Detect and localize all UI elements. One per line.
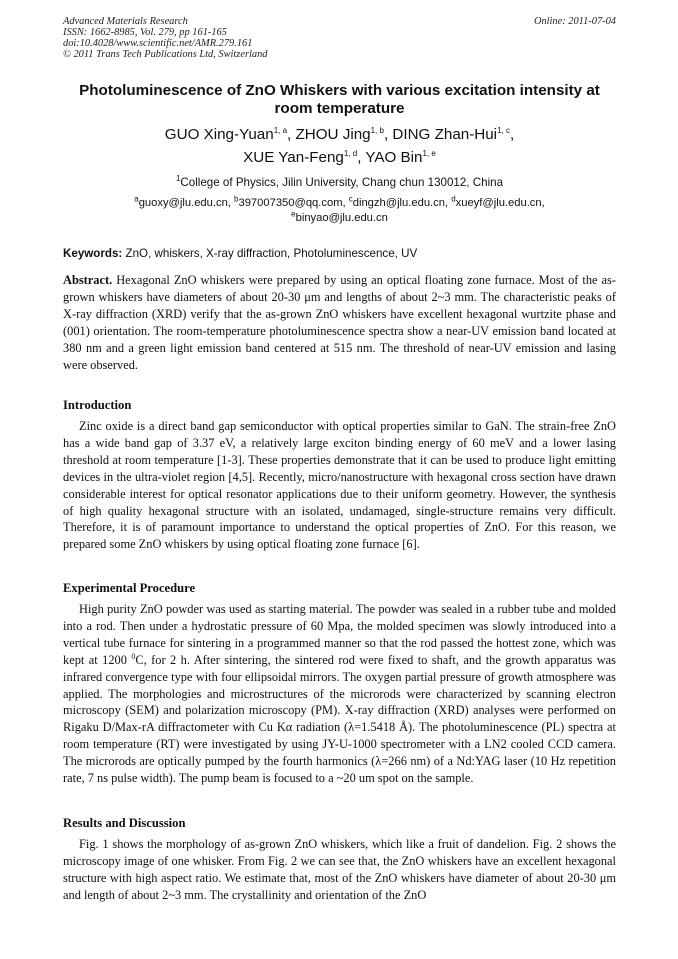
journal-name: Advanced Materials Research bbox=[63, 16, 188, 27]
author-name: GUO Xing-Yuan bbox=[164, 126, 274, 143]
author-affil-mark: 1, e bbox=[422, 148, 436, 158]
author-affil-mark: 1, c bbox=[497, 125, 510, 135]
author-affil-mark: 1, d bbox=[343, 148, 358, 158]
section-experimental bbox=[63, 580, 616, 787]
section-heading: Results and Discussion bbox=[63, 816, 186, 830]
abstract bbox=[63, 272, 616, 373]
section-introduction bbox=[63, 397, 616, 553]
section-heading: Introduction bbox=[63, 398, 132, 412]
author-affil-mark: 1, b bbox=[370, 125, 384, 135]
email-line-2 bbox=[63, 211, 616, 226]
journal-header bbox=[63, 16, 616, 60]
affiliation-text: College of Physics, Jilin University, Chang chun 130012, China bbox=[180, 176, 504, 189]
temperature-superscript: 0 bbox=[131, 651, 136, 661]
author-emails bbox=[63, 196, 616, 226]
paragraph-text: High purity ZnO powder was used as starting material. The powder was sealed in a rubber tube and molded into a rod. Then under a hydrostatic pressure of 60 Mpa, the molded specimen was slowly introduced into a vertical tube furnace for sintering in a programmed manner so that the rod passed the hottest zone, which was kept at 1200 bbox=[63, 602, 616, 667]
author-name: DING Zhan-Hui bbox=[392, 126, 498, 143]
author-line-2: XUE Yan-Feng$^{1, d}$, YAO Bin$^{1, e}$ bbox=[243, 148, 436, 166]
copyright-line: © 2011 Trans Tech Publications Ltd, Switzerland bbox=[63, 49, 268, 60]
author-list bbox=[63, 123, 616, 169]
issn-line: ISSN: 1662-8985, Vol. 279, pp 161-165 bbox=[63, 27, 227, 38]
email-mark: a bbox=[134, 194, 139, 204]
email-link[interactable]: xueyf@jlu.edu.cn, bbox=[455, 197, 545, 209]
section-paragraph: Zinc oxide is a direct band gap semiconductor with optical properties similar to GaN. The strain-free ZnO has a wide band gap of 3.37 eV, a relatively large exciton binding energy of 60 meV and a lower lasing threshold at room temperature [1-3]. These properties demonstrate that it can be used to produce light emitting devices in the ultra-violet region [4,5]. Recently, micro/nanostructure with hexagonal cross section have drawn considerable interest for optical resonator applications due to their uniform geometry. However, the synthesis of high quality hexagonal structure with an isolated, undamaged, single-structure remains very difficult. Therefore, it is of paramount importance to understand the optical properties of ZnO. For this reason, we prepared some ZnO whiskers by using optical floating zone furnace [6]. bbox=[63, 419, 616, 552]
email-mark: d bbox=[451, 194, 456, 204]
keywords-label: Keywords: bbox=[63, 247, 123, 260]
abstract-text: Hexagonal ZnO whiskers were prepared by using an optical floating zone furnace. Most of the as-grown whiskers have diameters of about 20-30 μm and lengths of about 2~3 mm. The characteristic peaks of X-ray diffraction (XRD) verify that the as-grown ZnO whiskers have excellent hexagonal wurtzite phase and (001) orientation. The room-temperature photoluminescence spectra show a near-UV emission band located at 380 nm and a green light emission band centered at 515 nm. The threshold of near-UV emission and lasing were observed. bbox=[63, 273, 616, 372]
section-heading: Experimental Procedure bbox=[63, 581, 196, 595]
email-link[interactable]: 397007350@qq.com, bbox=[238, 197, 346, 209]
keywords-text: ZnO, whiskers, X-ray diffraction, Photoluminescence, UV bbox=[125, 247, 418, 260]
section-paragraph bbox=[63, 601, 616, 787]
doi-line[interactable]: doi:10.4028/www.scientific.net/AMR.279.161 bbox=[63, 38, 253, 49]
online-date: Online: 2011-07-04 bbox=[533, 16, 616, 27]
affiliation bbox=[63, 175, 616, 190]
email-link[interactable]: binyao@jlu.edu.cn bbox=[295, 212, 388, 224]
author-name: ZHOU Jing bbox=[295, 126, 371, 143]
author-name: XUE Yan-Feng bbox=[243, 149, 344, 166]
keywords bbox=[63, 246, 616, 261]
paper-title: Photoluminescence of ZnO Whiskers with various excitation intensity at room temperature bbox=[79, 82, 600, 117]
author-name: YAO Bin bbox=[365, 149, 423, 166]
email-mark: e bbox=[291, 209, 296, 219]
author-line-1: GUO Xing-Yuan$^{1, a}$, ZHOU Jing$^{1, b}$, DING Zhan-Hui$^{1, c}$, bbox=[164, 125, 515, 143]
email-link[interactable]: dingzh@jlu.edu.cn, bbox=[352, 197, 449, 209]
author-affil-mark: 1, a bbox=[273, 125, 288, 135]
email-mark: b bbox=[234, 194, 239, 204]
section-paragraph: Fig. 1 shows the morphology of as-grown ZnO whiskers, which like a fruit of dandelion. Fig. 2 shows the microscopy image of one whisker. From Fig. 2 we can see that, the ZnO whiskers have an excellent hexagonal structure with high aspect ratio. We estimate that, most of the ZnO whiskers have diameter of about 20-30 μm and length of about 2~3 mm. The crystallinity and orientation of the ZnO bbox=[63, 837, 616, 902]
paragraph-text: C, for 2 h. After sintering, the sintered rod were fixed to shaft, and the growth apparatus was infrared convergence type with four ellipsoidal mirrors. The oxygen partial pressure of growth atmosphere was applied. The morphologies and microstructures of the microrods were characterized by scanning electron microscopy (SEM) and polarization microscopy (PM). X-ray diffraction (XRD) analyses were performed on Rigaku D/Max-rA diffractometer with Cu Kα radiation (λ=1.5418 Å). The photoluminescence (PL) spectra at room temperature (RT) were investigated by using JY-U-1000 spectrometer with a LN2 cooled CCD camera. The microrods are optically pumped by the fourth harmonics (λ=266 nm) of a Nd:YAG laser (10 Hz repetition rate, 7 ns pulse width). The pump beam is focused to a ~20 um spot on the sample. bbox=[63, 652, 616, 786]
section-results bbox=[63, 815, 616, 904]
affiliation-mark: 1 bbox=[175, 174, 181, 184]
abstract-label: Abstract. bbox=[63, 273, 113, 287]
email-link[interactable]: guoxy@jlu.edu.cn, bbox=[138, 197, 231, 209]
email-line-1 bbox=[63, 196, 616, 211]
email-mark: c bbox=[348, 194, 353, 204]
